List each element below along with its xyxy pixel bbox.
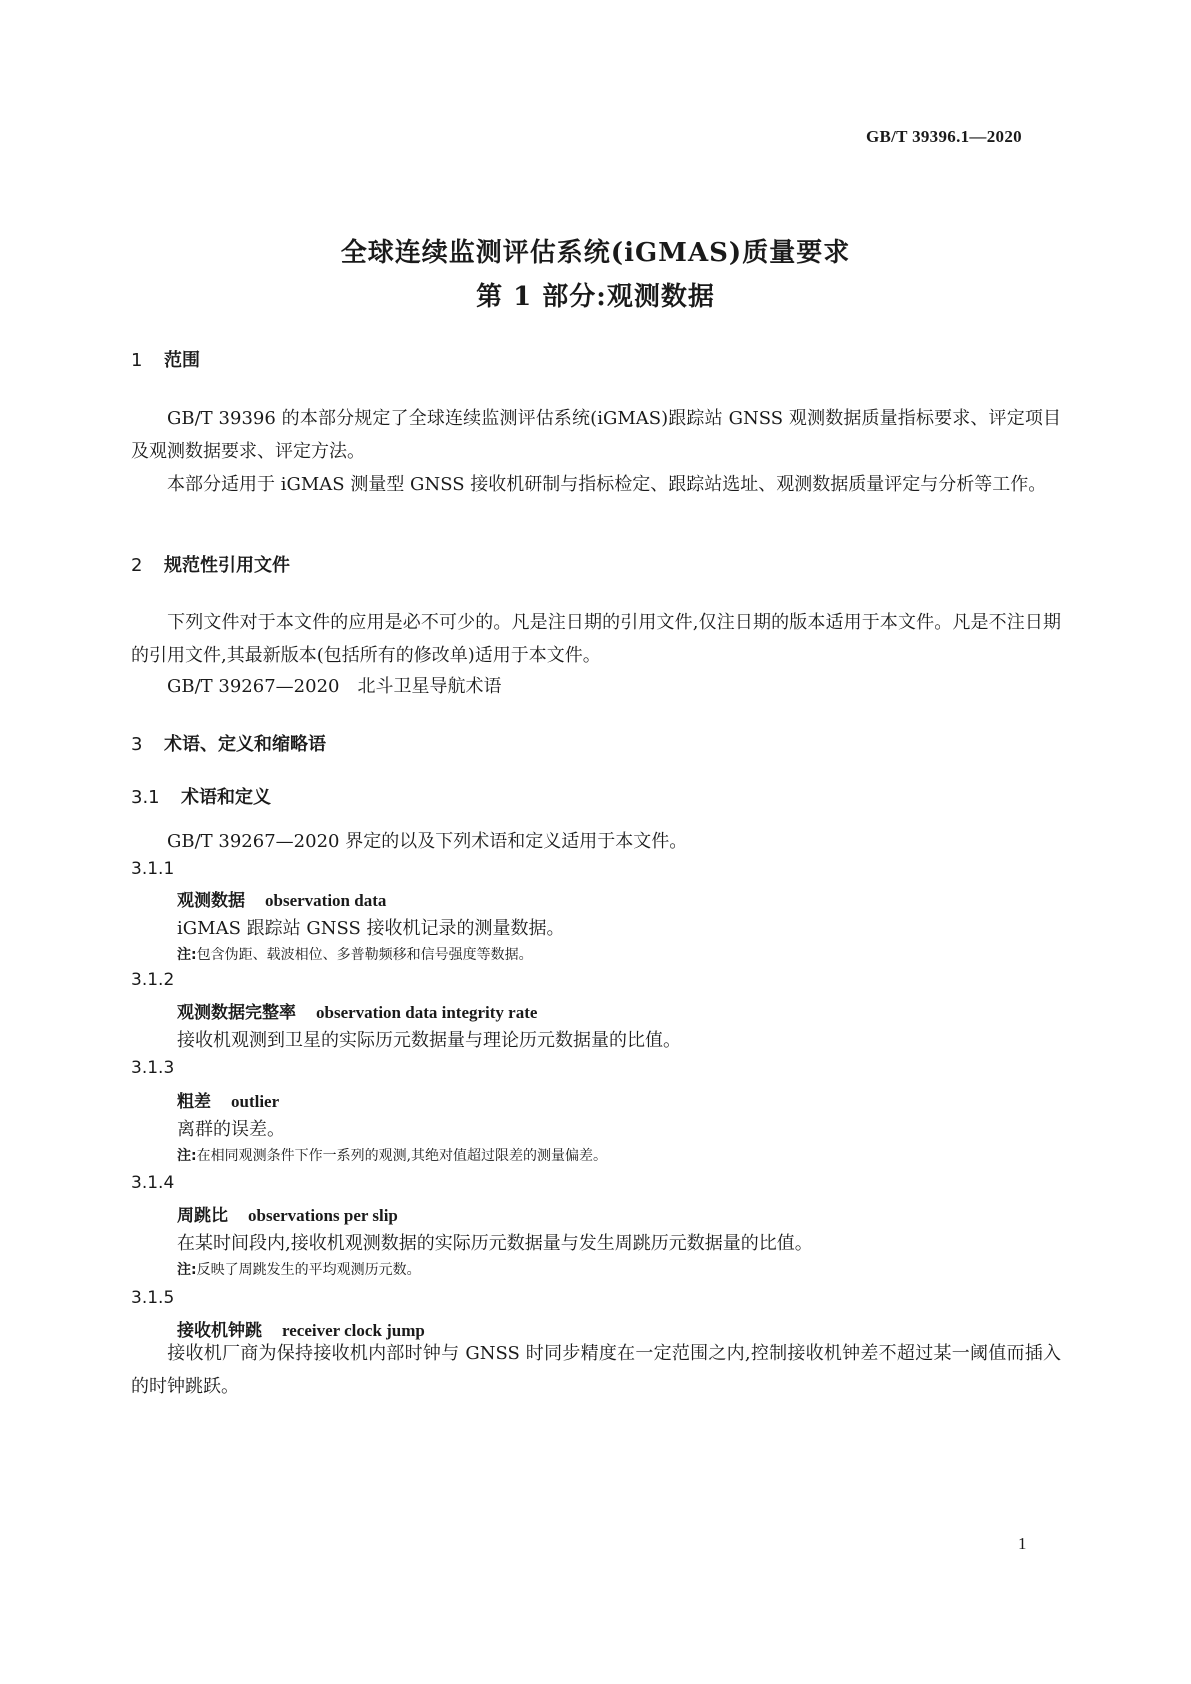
page-number: 1: [1018, 1534, 1027, 1553]
terms-intro: GB/T 39267—2020 界定的以及下列术语和定义适用于本文件。: [167, 831, 688, 852]
normative-reference: GB/T 39267—2020 北斗卫星导航术语: [167, 676, 502, 697]
term-chinese: 观测数据完整率: [177, 1003, 296, 1023]
term-chinese: 周跳比: [177, 1206, 228, 1226]
note-text: 包含伪距、载波相位、多普勒频移和信号强度等数据。: [196, 947, 533, 963]
document-subtitle: 第 1 部分:观测数据: [476, 282, 715, 312]
paragraph-text: 下列文件对于本文件的应用是必不可少的。凡是注日期的引用文件,仅注日期的版本适用于本文件。凡是不注日期的引用文件,其最新版本(包括所有的修改单)适用于本文件。: [131, 612, 1061, 666]
term-definition: 离群的误差。: [177, 1119, 285, 1140]
term-definition: 在某时间段内,接收机观测数据的实际历元数据量与发生周跳历元数据量的比值。: [177, 1233, 813, 1254]
term-definition: [131, 1337, 1061, 1403]
term-chinese: 粗差: [177, 1092, 211, 1112]
term-title: [177, 1087, 279, 1112]
note-text: 反映了周跳发生的平均观测历元数。: [196, 1262, 421, 1278]
paragraph-text: 本部分适用于 iGMAS 测量型 GNSS 接收机研制与指标检定、跟踪站选址、观测数据质量评定与分析等工作。: [167, 474, 1047, 495]
term-chinese: 接收机钟跳: [177, 1321, 262, 1341]
term-number: 3.1.4: [131, 1173, 175, 1193]
subsection-title: 术语和定义: [181, 787, 271, 808]
section-title: 范围: [164, 350, 200, 371]
term-english: receiver clock jump: [282, 1321, 425, 1340]
term-title: [177, 886, 386, 911]
paragraph-text: GB/T 39396 的本部分规定了全球连续监测评估系统(iGMAS)跟踪站 GNSS 观测数据质量指标要求、评定项目及观测数据要求、评定方法。: [131, 408, 1061, 462]
term-english: observation data integrity rate: [316, 1003, 538, 1022]
term-number: 3.1.3: [131, 1058, 175, 1078]
section-number: 1: [131, 350, 143, 371]
section-3-heading: [131, 730, 326, 756]
note-label: 注:: [177, 1262, 197, 1278]
section-number: 3: [131, 734, 143, 755]
term-number: 3.1.5: [131, 1288, 175, 1308]
paragraph-text: 接收机厂商为保持接收机内部时钟与 GNSS 时同步精度在一定范围之内,控制接收机钟差不超过某一阈值而插入的时钟跳跃。: [131, 1343, 1061, 1397]
document-title: 全球连续监测评估系统(iGMAS)质量要求: [340, 238, 851, 268]
term-english: outlier: [231, 1092, 280, 1111]
section-number: 2: [131, 555, 143, 576]
section-1-heading: [131, 346, 200, 372]
subsection-3-1-heading: [131, 783, 271, 809]
term-number: 3.1.1: [131, 859, 175, 879]
term-note: [177, 1259, 421, 1279]
term-chinese: 观测数据: [177, 891, 245, 911]
note-text: 在相同观测条件下作一系列的观测,其绝对值超过限差的测量偏差。: [196, 1148, 608, 1164]
term-english: observation data: [265, 891, 387, 910]
section-2-heading: [131, 551, 290, 577]
section-1-paragraph-1: [131, 402, 1061, 468]
note-label: 注:: [177, 1148, 197, 1164]
section-1-paragraph-2: [131, 468, 1061, 501]
term-definition: 接收机观测到卫星的实际历元数据量与理论历元数据量的比值。: [177, 1030, 681, 1051]
term-title: [177, 998, 537, 1023]
standard-number: GB/T 39396.1—2020: [866, 127, 1022, 146]
section-title: 规范性引用文件: [164, 555, 290, 576]
subsection-number: 3.1: [131, 787, 160, 808]
term-title: [177, 1201, 398, 1226]
term-note: [177, 1145, 607, 1165]
term-number: 3.1.2: [131, 970, 175, 990]
section-2-paragraph: [131, 606, 1061, 672]
term-definition: iGMAS 跟踪站 GNSS 接收机记录的测量数据。: [177, 918, 565, 939]
term-note: [177, 944, 533, 964]
note-label: 注:: [177, 947, 197, 963]
term-english: observations per slip: [248, 1206, 398, 1225]
section-title: 术语、定义和缩略语: [164, 734, 326, 755]
